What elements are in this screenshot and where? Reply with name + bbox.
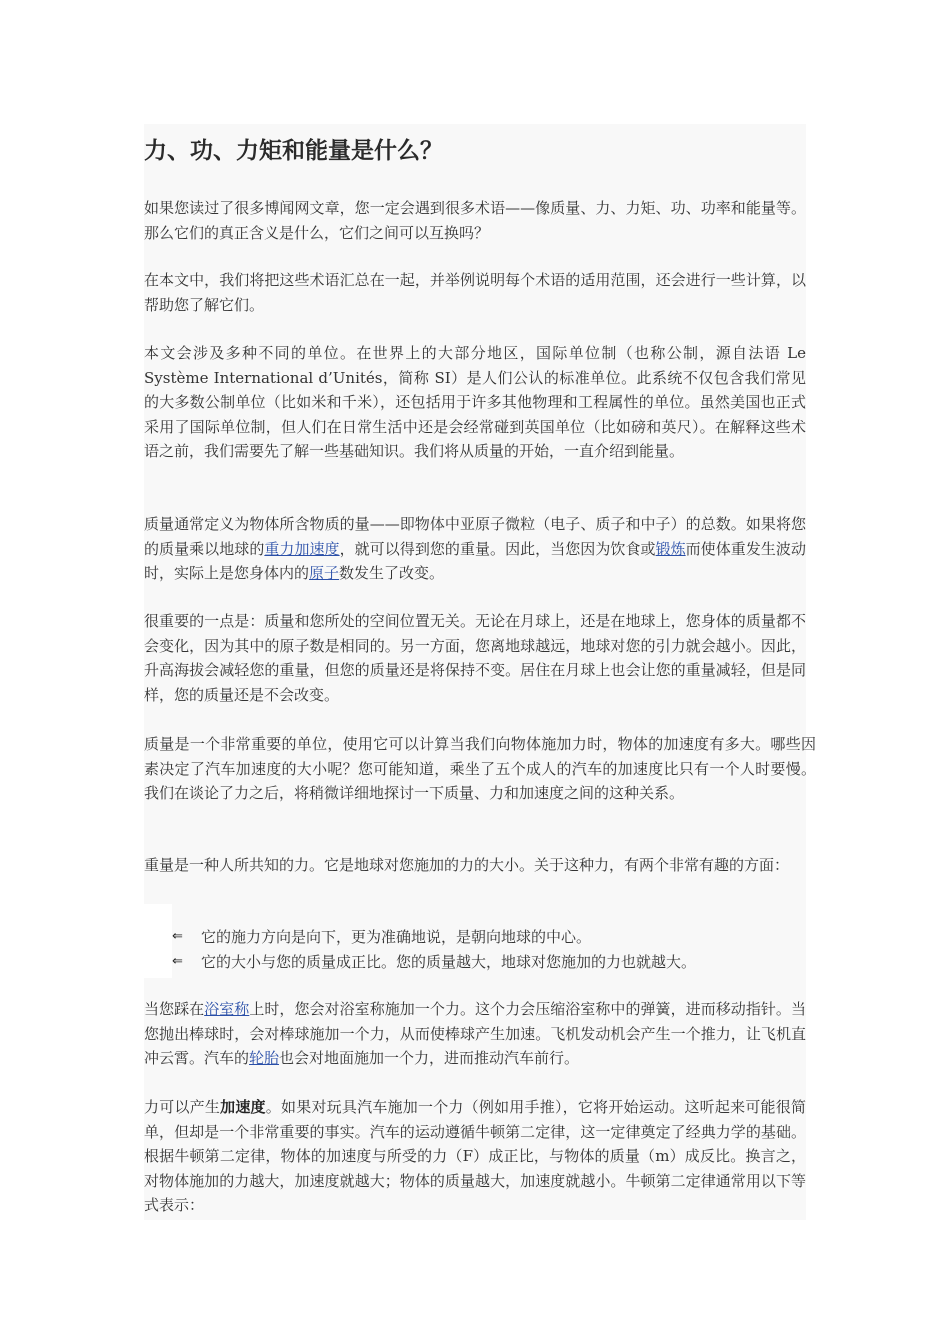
weight-aspects-list: [172, 925, 806, 974]
text-span: 力可以产生: [144, 1098, 221, 1116]
arrow-left-icon: ⇐: [172, 929, 183, 944]
paragraph-force-examples: [144, 997, 806, 1071]
list-item: [172, 950, 806, 975]
link-bathroom-scale[interactable]: 浴室称: [204, 1000, 250, 1018]
arrow-left-icon: ⇐: [172, 953, 183, 969]
list-item: [172, 925, 806, 950]
paragraph-mass-location: 很重要的一点是：质量和您所处的空间位置无关。无论在月球上，还是在地球上，您身体的质量都不会变化，因为其中的原子数是相同的。另一方面，您离地球越远，地球对您的引力就会越小。因此，升高海拔会减轻您的重量，但您的质量还是将保持不变。居住在月球上也会让您的重量减轻，但是同样，您的质量还是不会改变。: [144, 612, 806, 704]
text-span: 而使体重发生波动时，实际上是您身体内的: [144, 539, 806, 582]
paragraph-mass: [144, 512, 806, 586]
text-span: 上时，您会对浴室称施加一个力。这个力会压缩浴室称中的弹簧，进而移动指针。当您抛出棒球时，会对棒球施加一个力，从而使棒球产生加速。飞机发动机会产生一个推力，让飞机直冲云霄。汽车的: [144, 1000, 806, 1067]
bold-term-acceleration: 加速度: [220, 1098, 266, 1116]
paragraph-intro: 如果您读过了很多博闻网文章，您一定会遇到很多术语——像质量、力、力矩、功、功率和能量等。那么它们的真正含义是什么，它们之间可以互换吗？: [144, 199, 806, 242]
text-span: 当您踩在: [144, 1000, 205, 1018]
link-atom[interactable]: 原子: [309, 564, 340, 582]
paragraph-newton-second-law: [144, 1095, 806, 1218]
paragraph-units: 本文会涉及多种不同的单位。在世界上的大部分地区，国际单位制（也称公制，源自法语 Le Système International d’Unités，简称 SI）是人们公认的标准单位。此系统不仅包含我们常见的大多数公制单位（比如米和千米），还包括用于许多其他物理和工程属性的单位。虽然美国也正式采用了国际单位制，但人们在日常生活中还是会经常碰到英国单位（比如磅和英尺）。在解释这些术语之前，我们需要先了解一些基础知识。我们将从质量的开始，一直介绍到能量。: [144, 344, 806, 460]
article-title: 力、功、力矩和能量是什么？: [144, 138, 443, 164]
text-span: 也会对地面施加一个力，进而推动汽车前行。: [279, 1049, 580, 1067]
link-tire[interactable]: 轮胎: [249, 1049, 280, 1067]
paragraph-scope: 在本文中，我们将把这些术语汇总在一起，并举例说明每个术语的适用范围，还会进行一些计算，以帮助您了解它们。: [144, 271, 806, 314]
text-span: 。如果对玩具汽车施加一个力（例如用手推），它将开始运动。这听起来可能很简单，但却是一个非常重要的事实。汽车的运动遵循牛顿第二定律，这一定律奠定了经典力学的基础。根据牛顿第二定律，物体的加速度与所受的力（F）成正比，与物体的质量（m）成反比。换言之，对物体施加的力越大，加速度就越大；物体的质量越大，加速度就越小。牛顿第二定律通常用以下等式表示：: [144, 1098, 806, 1214]
link-exercise[interactable]: 锻炼: [655, 539, 686, 558]
list-item-text: 它的施力方向是向下，更为准确地说，是朝向地球的中心。: [201, 928, 592, 946]
link-gravity-acceleration[interactable]: 重力加速度: [264, 539, 340, 558]
text-span: 数发生了改变。: [339, 564, 445, 582]
paragraph-acceleration: 质量是一个非常重要的单位，使用它可以计算当我们向物体施加力时，物体的加速度有多大。哪些因素决定了汽车加速度的大小呢？您可能知道，乘坐了五个成人的汽车的加速度比只有一个人时要慢。我们在谈论了力之后，将稍微详细地探讨一下质量、力和加速度之间的这种关系。: [144, 735, 816, 802]
list-item-text: 它的大小与您的质量成正比。您的质量越大，地球对您施加的力也就越大。: [201, 952, 697, 971]
paragraph-weight: 重量是一种人所共知的力。它是地球对您施加的力的大小。关于这种力，有两个非常有趣的方面：: [144, 856, 790, 874]
text-span: 质量通常定义为物体所含物质的量——即物体中亚原子微粒（电子、质子和中子）的总数。如果将您的质量乘以地球的: [144, 515, 806, 558]
list-margin: [144, 904, 172, 978]
text-span: ，就可以得到您的重量。因此，当您因为饮食或: [339, 539, 656, 558]
